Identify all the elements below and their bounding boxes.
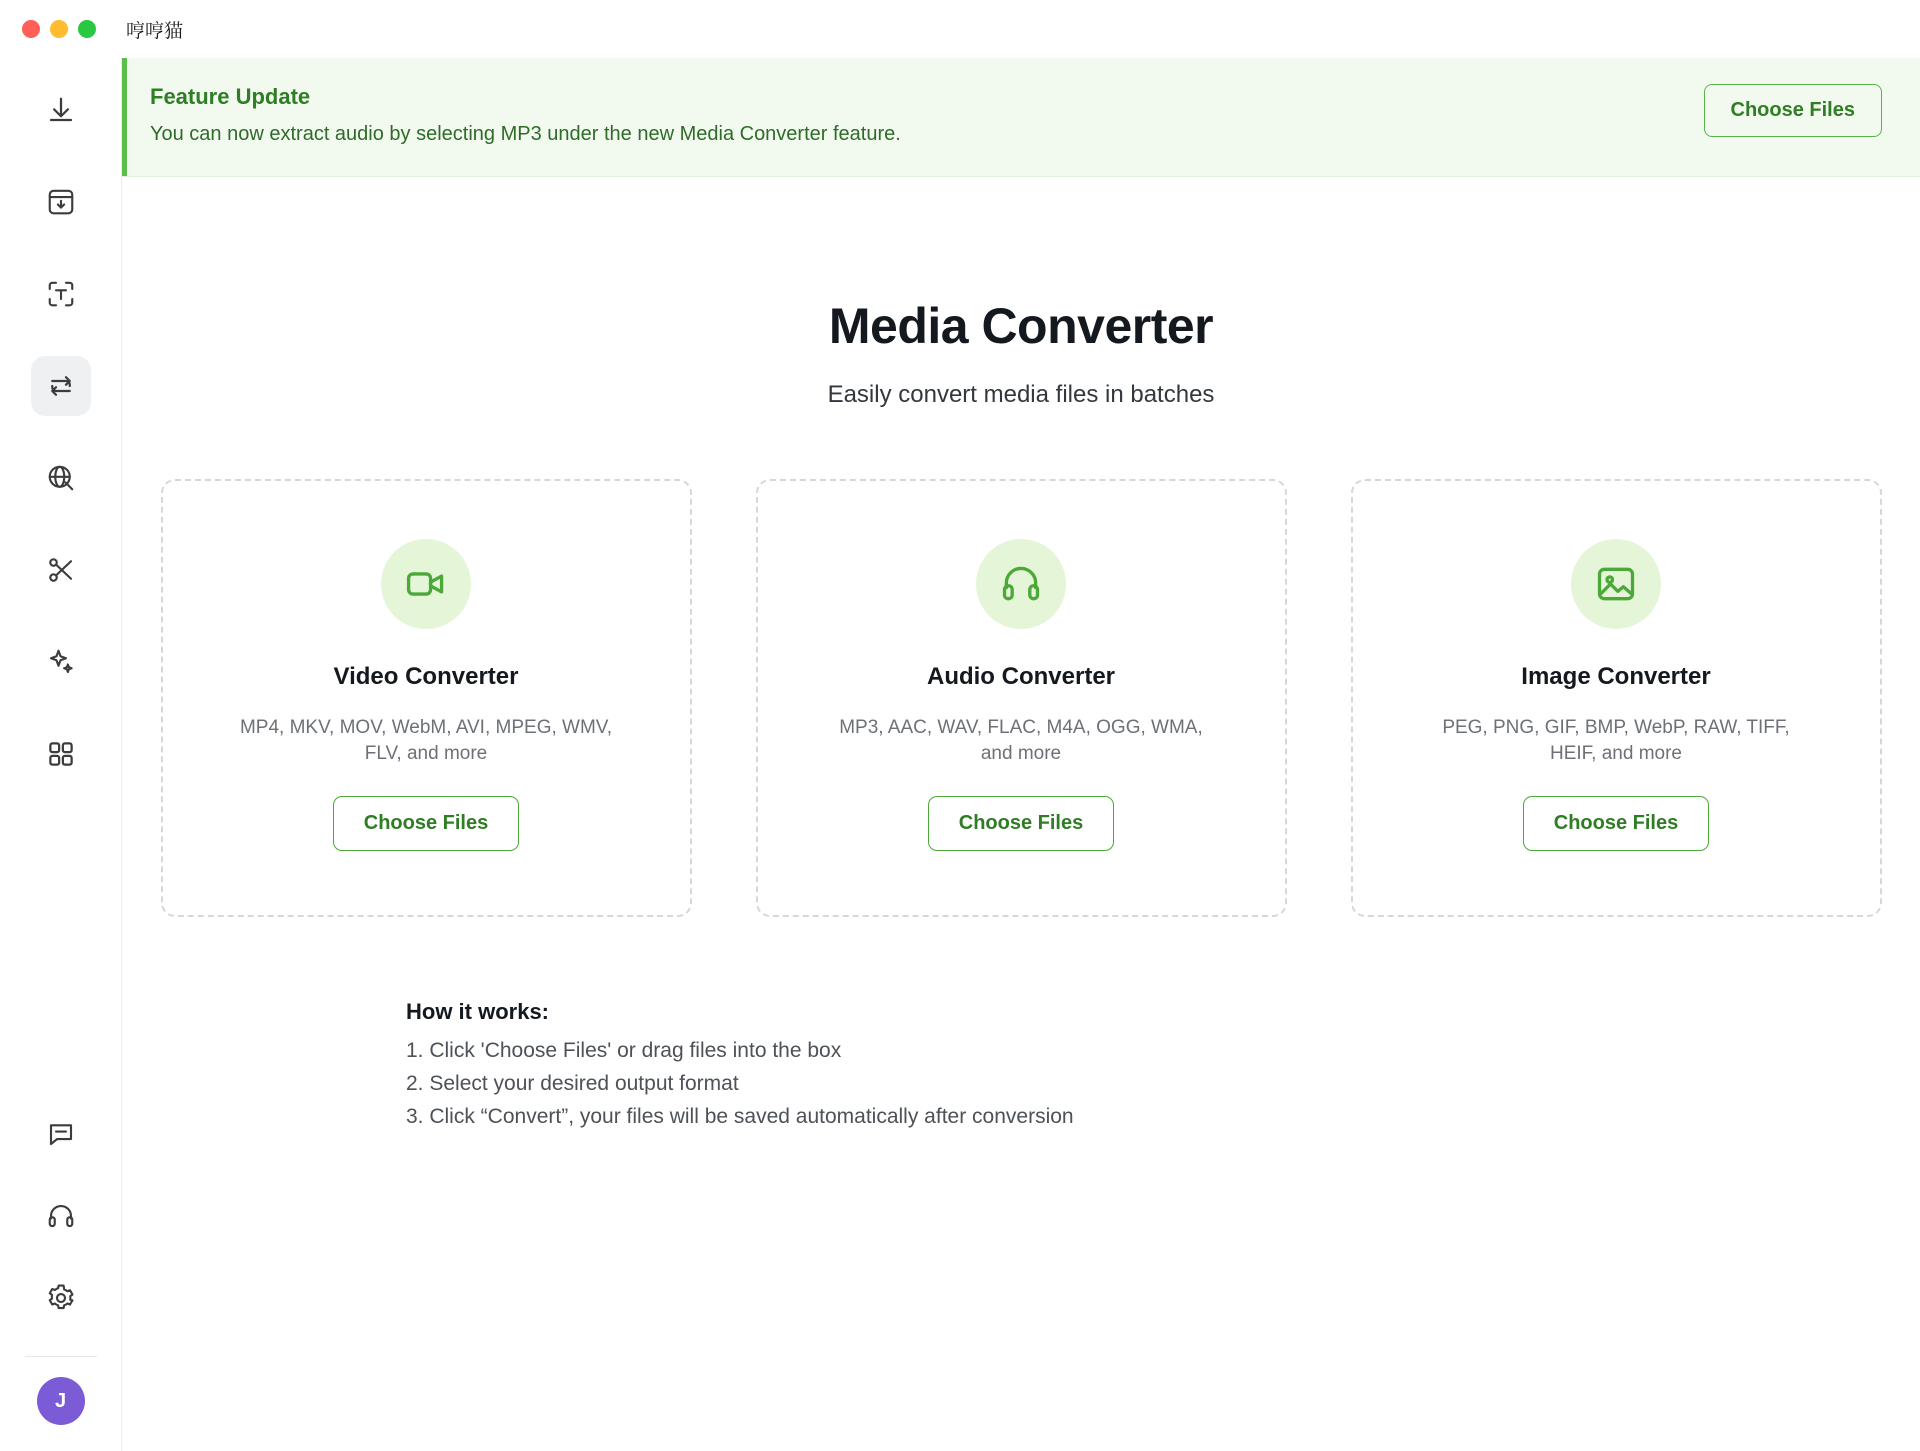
grid-icon <box>46 739 76 769</box>
video-choose-files-button[interactable]: Choose Files <box>333 796 519 851</box>
scissors-icon <box>46 555 76 585</box>
converter-cards <box>161 479 1882 917</box>
audio-converter-card[interactable] <box>756 479 1287 917</box>
banner-choose-files-button[interactable]: Choose Files <box>1704 84 1882 137</box>
zoom-window-button[interactable] <box>78 20 96 38</box>
converter-section <box>122 177 1920 1451</box>
headphones-icon <box>46 1201 76 1231</box>
sidebar-item-feedback[interactable] <box>31 1104 91 1164</box>
app-body <box>0 58 1920 1451</box>
video-converter-card[interactable] <box>161 479 692 917</box>
sidebar-item-transcribe[interactable] <box>31 264 91 324</box>
sidebar-item-cut[interactable] <box>31 540 91 600</box>
app-title: 哼哼猫 <box>126 20 184 42</box>
title-bar <box>0 0 1920 58</box>
sidebar <box>0 58 122 1451</box>
how-it-works-title: How it works: <box>406 999 550 1024</box>
headphones-icon <box>976 539 1066 629</box>
banner-text-group <box>150 84 901 146</box>
sidebar-item-ai-tools[interactable] <box>31 632 91 692</box>
sidebar-item-apps-grid[interactable] <box>31 724 91 784</box>
close-window-button[interactable] <box>22 20 40 38</box>
sidebar-item-support[interactable] <box>31 1186 91 1246</box>
audio-choose-files-button[interactable]: Choose Files <box>928 796 1114 851</box>
convert-loop-icon <box>46 371 76 401</box>
how-it-works <box>406 999 1486 1138</box>
how-it-works-step: 2. Select your desired output format <box>406 1072 739 1095</box>
window-controls <box>22 20 96 38</box>
sidebar-item-web-search[interactable] <box>31 448 91 508</box>
card-title: Image Converter <box>1521 663 1711 690</box>
chat-icon <box>46 1119 76 1149</box>
sidebar-item-media-converter[interactable] <box>31 356 91 416</box>
card-formats: PEG, PNG, GIF, BMP, WebP, RAW, TIFF, HEIF, and more <box>1442 717 1790 764</box>
page-title: Media Converter <box>828 298 1214 354</box>
sparkles-icon <box>46 647 76 677</box>
gear-icon <box>46 1283 76 1313</box>
main-content <box>122 58 1920 1451</box>
text-capture-icon <box>46 279 76 309</box>
video-camera-icon <box>381 539 471 629</box>
how-it-works-step: 1. Click 'Choose Files' or drag files into the box <box>406 1039 842 1062</box>
image-choose-files-button[interactable]: Choose Files <box>1523 796 1709 851</box>
globe-search-icon <box>46 463 76 493</box>
minimize-window-button[interactable] <box>50 20 68 38</box>
archive-download-icon <box>46 187 76 217</box>
how-it-works-step: 3. Click “Convert”, your files will be saved automatically after conversion <box>406 1105 1074 1128</box>
banner-description: You can now extract audio by selecting MP3 under the new Media Converter feature. <box>150 123 901 145</box>
image-icon <box>1571 539 1661 629</box>
download-icon <box>46 95 76 125</box>
sidebar-divider <box>25 1356 97 1357</box>
card-title: Audio Converter <box>926 663 1115 690</box>
sidebar-item-settings[interactable] <box>31 1268 91 1328</box>
sidebar-item-download[interactable] <box>31 80 91 140</box>
image-converter-card[interactable] <box>1351 479 1882 917</box>
feature-update-banner <box>122 58 1920 177</box>
card-formats: MP3, AAC, WAV, FLAC, M4A, OGG, WMA, and more <box>839 717 1203 764</box>
sidebar-bottom-group <box>0 1104 121 1425</box>
page-subtitle: Easily convert media files in batches <box>827 381 1215 408</box>
card-title: Video Converter <box>333 663 519 690</box>
card-formats: MP4, MKV, MOV, WebM, AVI, MPEG, WMV, FLV, and more <box>239 717 612 764</box>
banner-title: Feature Update <box>150 84 311 109</box>
sidebar-item-batch-download[interactable] <box>31 172 91 232</box>
avatar[interactable]: J <box>37 1377 85 1425</box>
